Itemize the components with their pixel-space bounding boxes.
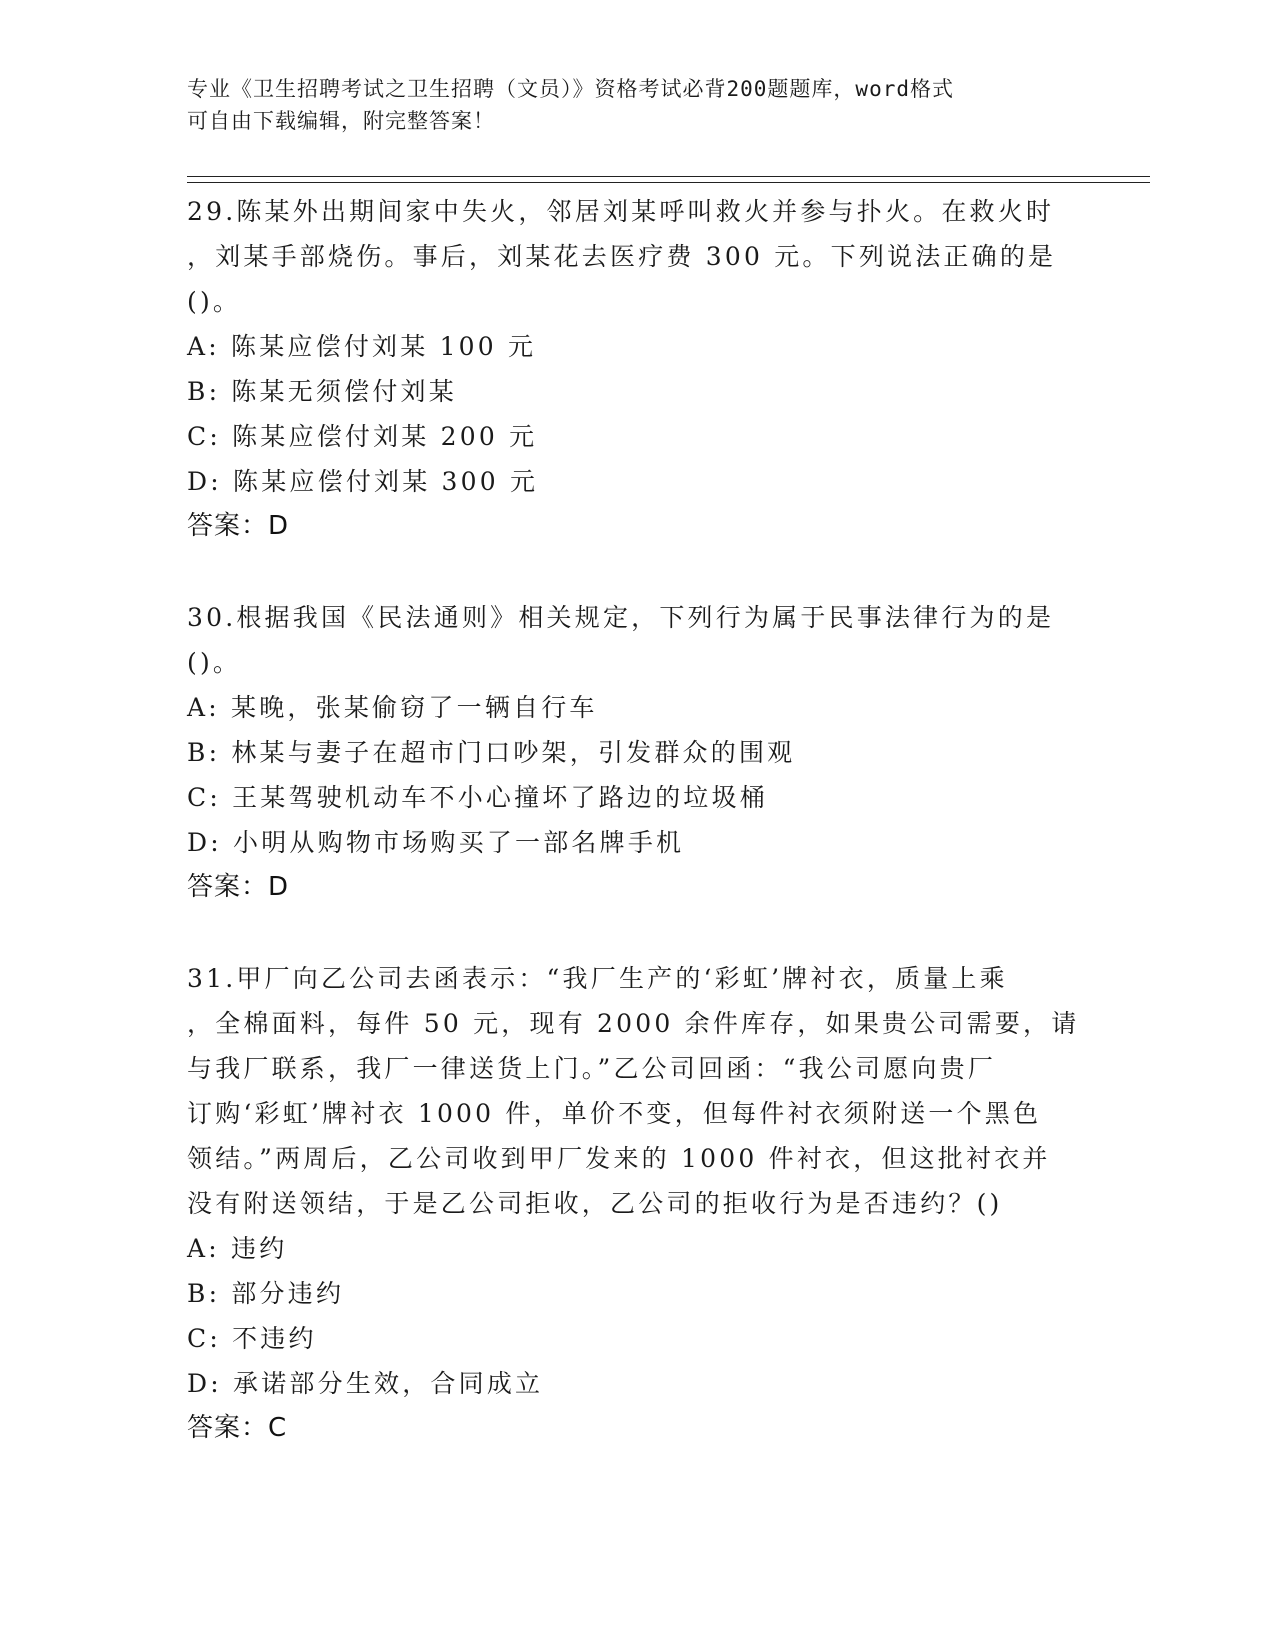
option-a: A: 违约 bbox=[187, 1234, 288, 1263]
question-stem-line: 领结。”两周后，乙公司收到甲厂发来的 1000 件衬衣，但这批衬衣并 bbox=[187, 1144, 1051, 1173]
header-divider-top bbox=[187, 176, 1150, 177]
option-a: A: 某晚，张某偷窃了一辆自行车 bbox=[187, 693, 598, 722]
answer-line: 答案：D bbox=[187, 511, 290, 541]
question-stem-line: 订购‘彩虹’牌衬衣 1000 件，单价不变，但每件衬衣须附送一个黑色 bbox=[187, 1099, 1042, 1128]
option-b: B: 陈某无须偿付刘某 bbox=[187, 377, 457, 406]
question-30 bbox=[187, 595, 1087, 910]
question-stem-line: 与我厂联系，我厂一律送货上门。”乙公司回函：“我公司愿向贵厂 bbox=[187, 1054, 997, 1083]
question-list bbox=[187, 189, 1087, 1497]
answer-line: 答案：D bbox=[187, 872, 290, 902]
question-stem-line: ()。 bbox=[187, 648, 242, 677]
header-line-2: 可自由下载编辑，附完整答案！ bbox=[187, 109, 495, 133]
option-b: B: 林某与妻子在超市门口吵架，引发群众的围观 bbox=[187, 738, 796, 767]
question-stem-line: 30.根据我国《民法通则》相关规定，下列行为属于民事法律行为的是 bbox=[187, 603, 1055, 632]
question-stem-line: 31.甲厂向乙公司去函表示：“我厂生产的‘彩虹’牌衬衣，质量上乘 bbox=[187, 964, 1008, 993]
answer-line: 答案：C bbox=[187, 1413, 288, 1443]
option-c: C: 王某驾驶机动车不小心撞坏了路边的垃圾桶 bbox=[187, 783, 768, 812]
option-d: D: 承诺部分生效，合同成立 bbox=[187, 1369, 544, 1398]
question-stem-line: 没有附送领结，于是乙公司拒收，乙公司的拒收行为是否违约？() bbox=[187, 1189, 1003, 1218]
option-a: A: 陈某应偿付刘某 100 元 bbox=[187, 332, 537, 361]
question-29 bbox=[187, 189, 1087, 549]
header-line-1: 专业《卫生招聘考试之卫生招聘（文员）》资格考试必背200题题库，word格式 bbox=[187, 77, 954, 101]
question-31 bbox=[187, 956, 1087, 1451]
question-stem-line: ()。 bbox=[187, 287, 242, 316]
header-divider-bottom bbox=[187, 182, 1150, 183]
option-c: C: 陈某应偿付刘某 200 元 bbox=[187, 422, 538, 451]
option-d: D: 小明从购物市场购买了一部名牌手机 bbox=[187, 828, 685, 857]
option-c: C: 不违约 bbox=[187, 1324, 317, 1353]
option-b: B: 部分违约 bbox=[187, 1279, 345, 1308]
document-header bbox=[187, 73, 1067, 137]
option-d: D: 陈某应偿付刘某 300 元 bbox=[187, 467, 539, 496]
question-stem-line: ，刘某手部烧伤。事后，刘某花去医疗费 300 元。下列说法正确的是 bbox=[187, 242, 1057, 271]
question-stem-line: ，全棉面料，每件 50 元，现有 2000 余件库存，如果贵公司需要，请 bbox=[187, 1009, 1080, 1038]
question-stem-line: 29.陈某外出期间家中失火，邻居刘某呼叫救火并参与扑火。在救火时 bbox=[187, 197, 1055, 226]
